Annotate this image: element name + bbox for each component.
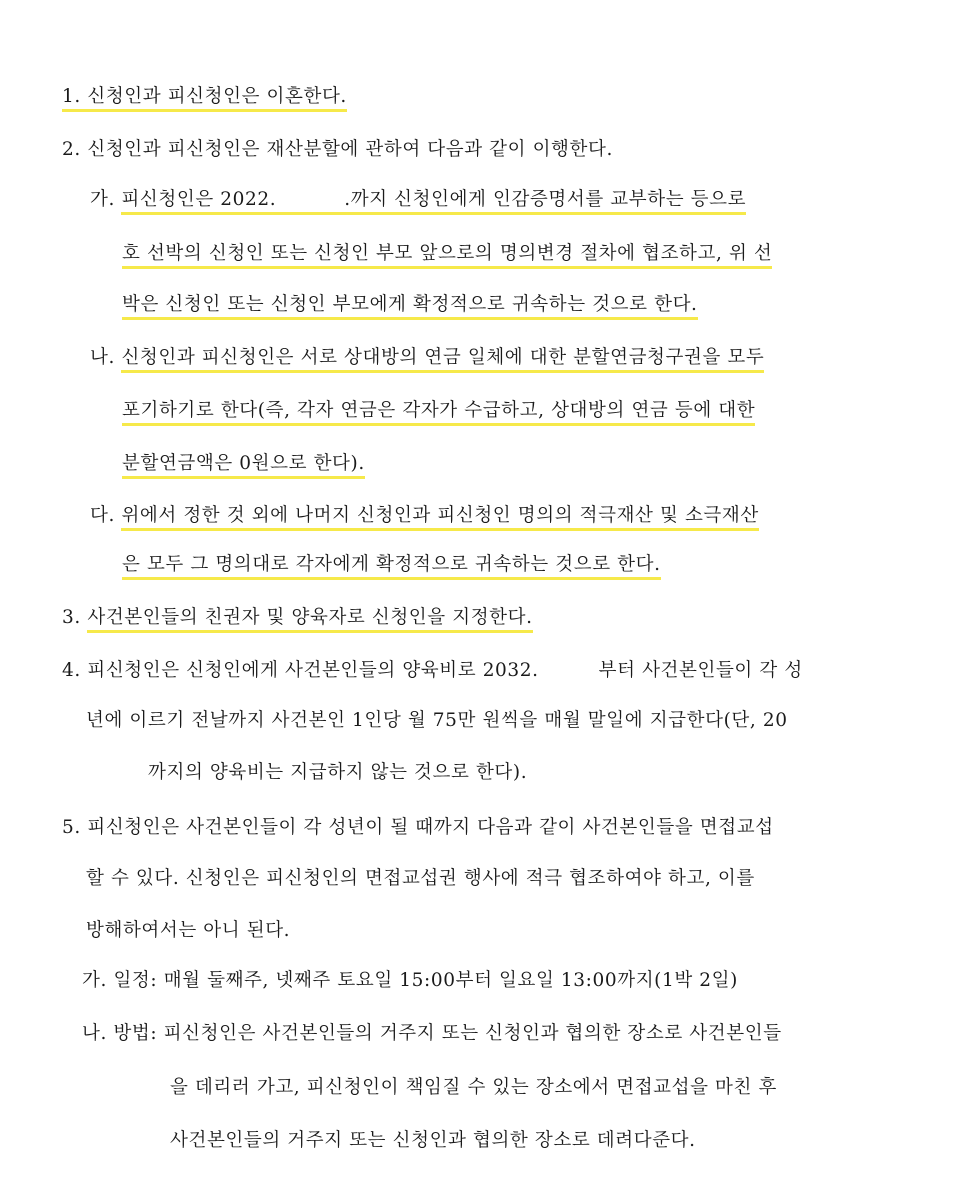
highlighted-text: 은 모두 그 명의대로 각자에게 확정적으로 귀속하는 것으로 한다.: [122, 554, 661, 580]
item-2: [62, 137, 613, 163]
item-text-a: 피신청인은 신청인에게 사건본인들의 양육비로 2032.: [87, 660, 539, 681]
item-number: 나.: [82, 1023, 107, 1044]
item-5-na: [82, 1021, 782, 1047]
item-number: 가.: [82, 970, 107, 991]
item-number: 나.: [90, 347, 115, 368]
item-2-ga-cont: [122, 292, 698, 318]
item-text: 까지의 양육비는 지급하지 않는 것으로 한다).: [148, 762, 528, 783]
item-2-da: [90, 503, 759, 529]
item-1: [62, 84, 347, 110]
item-text: 년에 이르기 전날까지 사건본인 1인당 월 75만 원씩을 매월 말일에 지급한다(단, 20: [86, 710, 788, 731]
item-2-ga-cont: [122, 241, 772, 267]
item-number: 1.: [62, 86, 81, 107]
item-number: 4.: [62, 660, 81, 681]
item-2-na-cont: [122, 398, 755, 424]
item-number: 5.: [62, 817, 81, 838]
item-3: [62, 605, 533, 631]
highlighted-text: 신청인과 피신청인은 서로 상대방의 연금 일체에 대한 분할연금청구권을 모두: [121, 347, 764, 373]
item-text: 을 데리러 가고, 피신청인이 책임질 수 있는 장소에서 면접교섭을 마친 후: [170, 1077, 777, 1098]
highlighted-text: 피신청인은 2022. .까지 신청인에게 인감증명서를 교부하는 등으로: [121, 189, 746, 215]
item-4: [62, 658, 803, 684]
item-text: 피신청인은 사건본인들이 각 성년이 될 때까지 다음과 같이 사건본인들을 면접교섭: [87, 817, 774, 838]
highlighted-text: 포기하기로 한다(즉, 각자 연금은 각자가 수급하고, 상대방의 연금 등에 대한: [122, 400, 755, 426]
item-5-na-cont: [170, 1128, 696, 1154]
item-5-ga: [82, 968, 738, 994]
item-text: 일정: 매월 둘째주, 넷째주 토요일 15:00부터 일요일 13:00까지(1박 2일): [113, 970, 738, 991]
highlighted-text: 호 선박의 신청인 또는 신청인 부모 앞으로의 명의변경 절차에 협조하고, 위 선: [122, 243, 772, 269]
item-text: 방법: 피신청인은 사건본인들의 거주지 또는 신청인과 협의한 장소로 사건본인들: [113, 1023, 782, 1044]
highlighted-text: 박은 신청인 또는 신청인 부모에게 확정적으로 귀속하는 것으로 한다.: [122, 294, 698, 320]
item-text: 방해하여서는 아니 된다.: [86, 920, 291, 941]
highlighted-text: 사건본인들의 친권자 및 양육자로 신청인을 지정한다.: [87, 607, 532, 633]
item-text: 신청인과 피신청인은 이혼한다.: [87, 86, 347, 107]
item-2-da-cont: [122, 552, 661, 578]
item-text-b: 부터 사건본인들이 각 성: [598, 660, 803, 681]
item-number: 2.: [62, 139, 81, 160]
item-number: 다.: [90, 505, 115, 526]
item-2-ga: [90, 187, 746, 213]
item-4-cont: [86, 708, 788, 734]
item-5-cont: [86, 918, 290, 944]
item-number: 가.: [90, 189, 115, 210]
item-2-na: [90, 345, 764, 371]
item-text: 할 수 있다. 신청인은 피신청인의 면접교섭권 행사에 적극 협조하여야 하고, 이를: [86, 868, 755, 889]
item-4-cont: [148, 760, 527, 786]
highlighted-text: 분할연금액은 0원으로 한다).: [122, 453, 365, 479]
item-text: 사건본인들의 거주지 또는 신청인과 협의한 장소로 데려다준다.: [170, 1130, 696, 1151]
item-5-cont: [86, 866, 755, 892]
highlighted-text: 위에서 정한 것 외에 나머지 신청인과 피신청인 명의의 적극재산 및 소극재산: [121, 505, 758, 531]
item-2-na-cont: [122, 451, 365, 477]
item-5-na-cont: [170, 1075, 777, 1101]
item-number: 3.: [62, 607, 81, 628]
highlighted-text: [62, 86, 347, 112]
item-5: [62, 815, 774, 841]
item-text: 신청인과 피신청인은 재산분할에 관하여 다음과 같이 이행한다.: [87, 139, 613, 160]
